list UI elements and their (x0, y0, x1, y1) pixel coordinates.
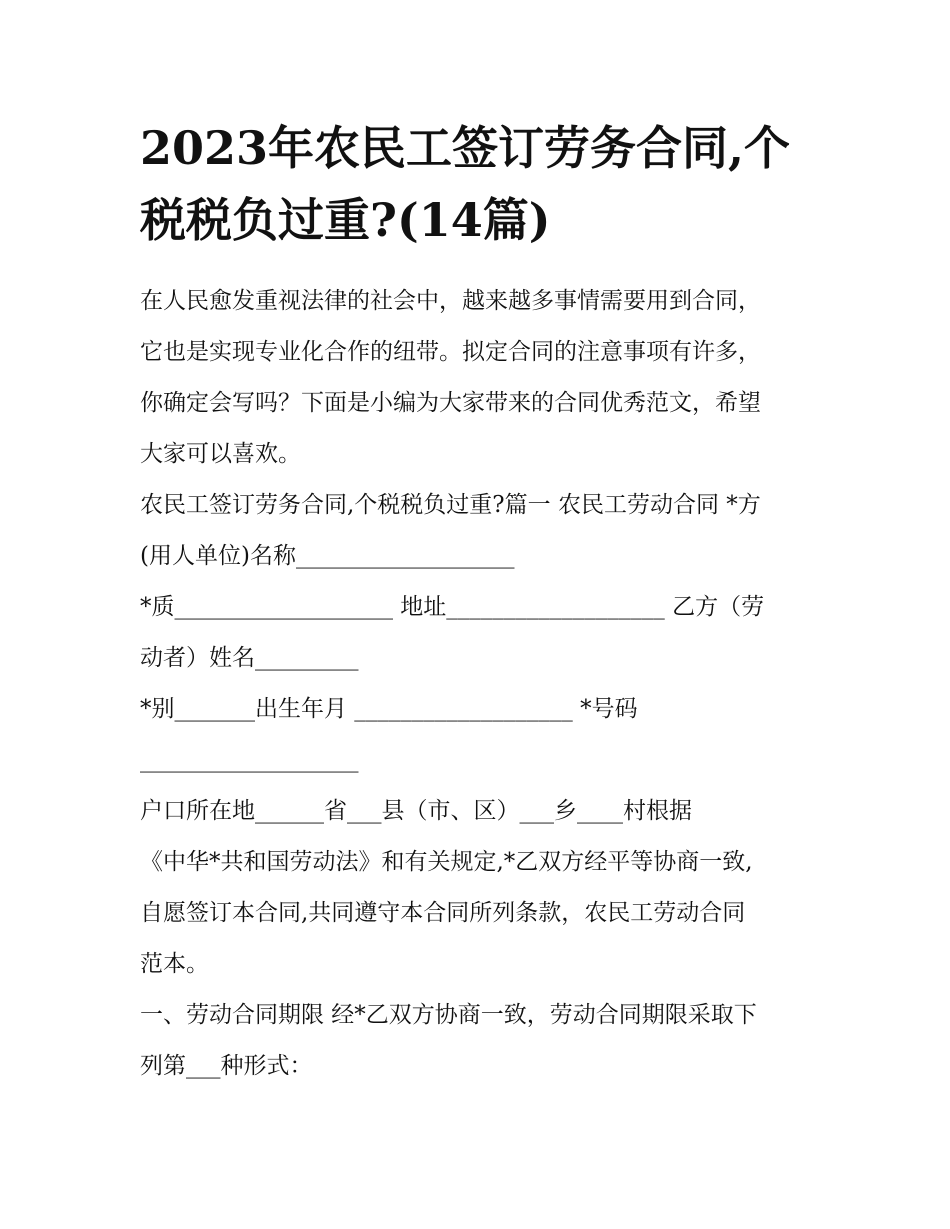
text-line: 范本。 (140, 951, 209, 977)
text-line: 一、劳动合同期限 经*乙双方协商一致，劳动合同期限采取下 (140, 1002, 757, 1028)
text-line: *质___________________ 地址___________________ 乙方（劳 (140, 594, 765, 620)
text-line: 户口所在地______省___县（市、区）___乡____村根据 (140, 798, 692, 824)
text-line: 《中华*共和国劳动法》和有关规定,*乙双方经平等协商一致, (140, 849, 753, 875)
text-line: 动者）姓名_________ (140, 645, 359, 671)
contract-term-paragraph (140, 990, 820, 1092)
title-line: 2023年农民工签订劳务合同,个 (140, 121, 791, 175)
text-line: 列第___种形式： (140, 1053, 313, 1079)
text-line: 你确定会写吗？下面是小编为大家带来的合同优秀范文，希望 (140, 390, 761, 416)
title-line: 税税负过重?(14篇) (140, 193, 551, 247)
text-line: ___________________ (140, 747, 359, 773)
text-line: 在人民愈发重视法律的社会中，越来越多事情需要用到合同， (140, 288, 761, 314)
text-line: 农民工签订劳务合同,个税税负过重?篇一 农民工劳动合同 *方 (140, 492, 761, 518)
text-line: 大家可以喜欢。 (140, 441, 301, 467)
document-body (140, 276, 820, 1092)
residence-paragraph (140, 786, 820, 990)
contract-heading-paragraph (140, 480, 820, 582)
text-line: 它也是实现专业化合作的纽带。拟定合同的注意事项有许多， (140, 339, 761, 365)
party-info-paragraph (140, 582, 820, 684)
document-title (140, 112, 820, 256)
worker-info-paragraph (140, 684, 820, 786)
intro-paragraph (140, 276, 820, 480)
text-line: *别_______出生年月 ___________________ *号码 (140, 696, 638, 722)
text-line: 自愿签订本合同,共同遵守本合同所列条款，农民工劳动合同 (140, 900, 746, 926)
text-line: (用人单位)名称___________________ (140, 543, 515, 569)
